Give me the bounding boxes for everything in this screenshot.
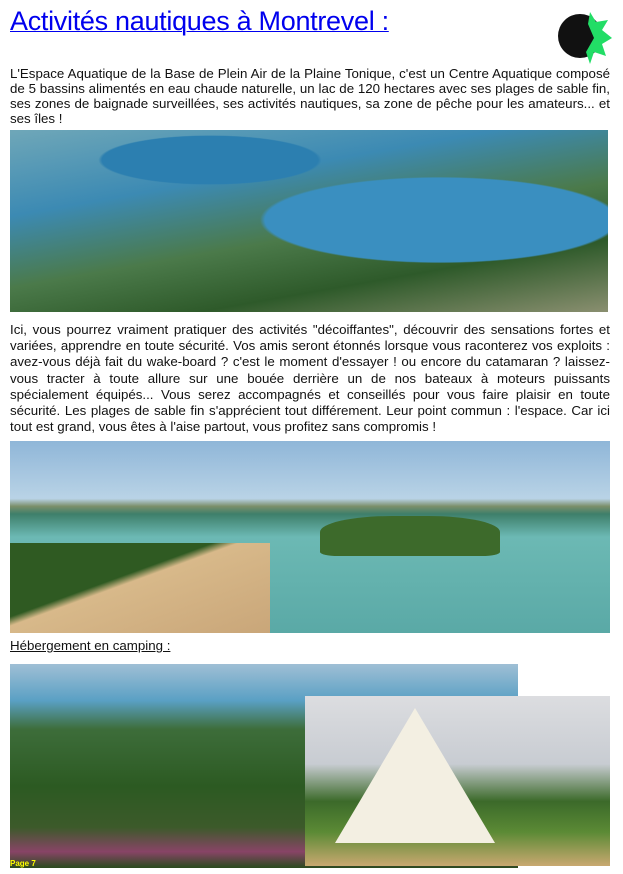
aerial-lake-photo (10, 130, 608, 312)
page-number: Page 7 (10, 859, 36, 868)
tipi-photo (305, 696, 610, 866)
page-title[interactable]: Activités nautiques à Montrevel : (10, 6, 389, 36)
logo-icon (556, 8, 612, 64)
intro-paragraph: L'Espace Aquatique de la Base de Plein Air de la Plaine Tonique, c'est un Centre Aquatique composé de 5 bassins alimentés en eau chaude naturelle, un lac de 120 hectares avec ses plages de sable fin, ses zones de baignade surveillées, ses activités nautiques, sa zone de pêche pour les amateurs... et ses îles ! (10, 66, 610, 126)
camping-heading: Hébergement en camping : (10, 638, 171, 653)
beach-lake-photo (10, 441, 610, 633)
activities-paragraph: Ici, vous pourrez vraiment pratiquer des activités "décoiffantes", découvrir des sensations fortes et variées, apprendre en toute sécurité. Vos amis seront étonnés lorsque vous raconterez vos exploits : avez-vous déjà fait du wake-board ? c'est le moment d'essayer ! ou encore du catamaran ? laissez-vous tracter à toute allure sur une bouée derrière un de nos bateaux à moteurs puissants spécialement équipés... Vous serez accompagnés et conseillés pour vous faire plaisir en toute sécurité. Les plages de sable fin s'apprécient tout différement. Leur point commun : l'espace. Car ici tout est grand, vous êtes à l'aise partout, vous profitez sans compromis ! (10, 322, 610, 435)
